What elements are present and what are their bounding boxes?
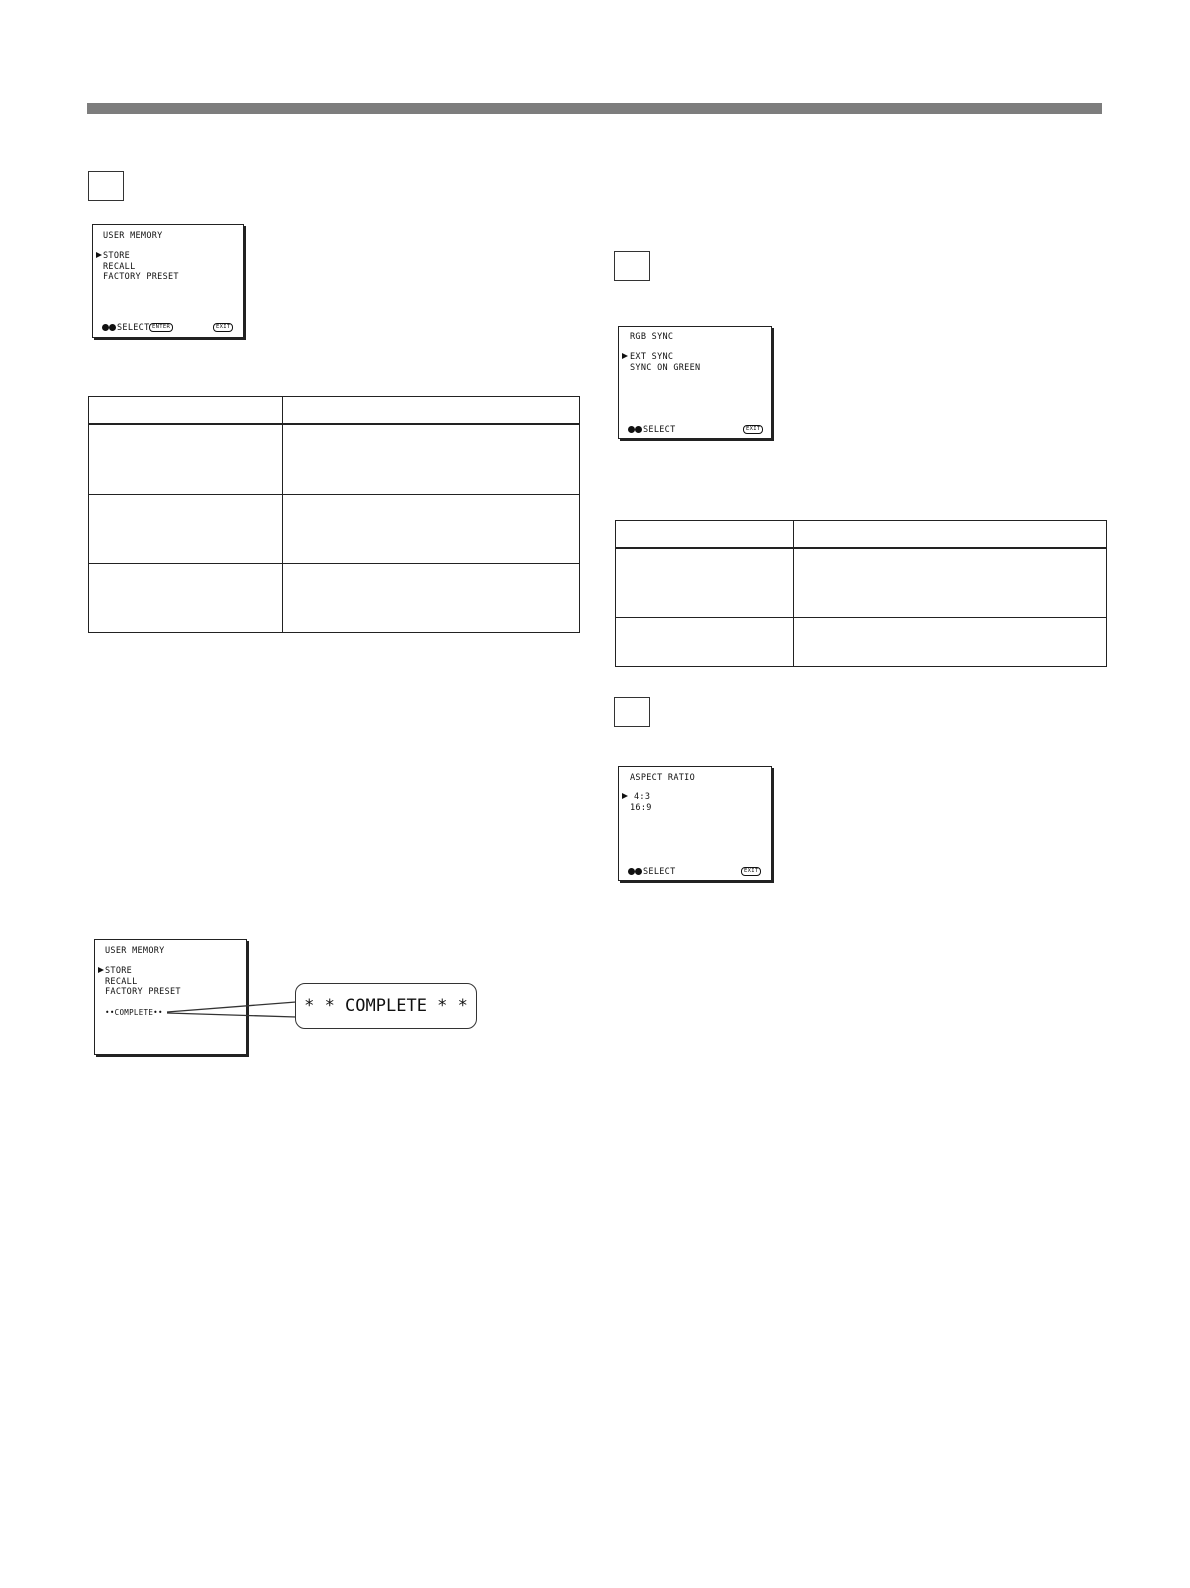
selection-arrow-icon	[622, 353, 628, 359]
dial-left-icon	[628, 868, 635, 875]
table-row	[89, 564, 580, 633]
selection-arrow-icon	[98, 967, 104, 973]
table-header-row	[616, 521, 1107, 549]
table-row	[89, 424, 580, 495]
exit-key-icon: EXIT	[213, 323, 233, 332]
menu-item-factory-preset[interactable]: FACTORY PRESET	[103, 272, 179, 282]
osd-title: USER MEMORY	[105, 946, 165, 956]
step-box-2	[614, 251, 650, 281]
select-label: SELECT	[643, 867, 676, 877]
dial-right-icon	[109, 324, 116, 331]
table-row	[616, 618, 1107, 667]
select-label: SELECT	[117, 323, 150, 333]
exit-key-icon: EXIT	[741, 867, 761, 876]
menu-item-factory-preset[interactable]: FACTORY PRESET	[105, 987, 181, 997]
step-box-3	[614, 697, 650, 727]
header-rule	[87, 103, 1102, 114]
menu-item-4-3[interactable]: 4:3	[634, 792, 651, 802]
select-label: SELECT	[643, 425, 676, 435]
osd-title: ASPECT RATIO	[630, 773, 696, 783]
osd-user-memory	[92, 224, 244, 338]
table-row	[89, 495, 580, 564]
exit-key-icon: EXIT	[743, 425, 763, 434]
table-header-row	[89, 397, 580, 425]
menu-item-ext-sync[interactable]: EXT SYNC	[630, 352, 674, 362]
complete-callout	[295, 983, 477, 1029]
table-row	[616, 548, 1107, 618]
selection-arrow-icon	[96, 252, 102, 258]
callout-text: * * COMPLETE * *	[304, 996, 468, 1016]
rgb-sync-table	[615, 520, 1107, 667]
osd-aspect-ratio	[618, 766, 772, 881]
osd-title: RGB SYNC	[630, 332, 674, 342]
dial-right-icon	[635, 868, 642, 875]
complete-status: ••COMPLETE••	[105, 1008, 163, 1017]
user-memory-table	[88, 396, 580, 633]
step-box-1	[88, 171, 124, 201]
dial-left-icon	[628, 426, 635, 433]
menu-item-16-9[interactable]: 16:9	[630, 803, 652, 813]
dial-right-icon	[635, 426, 642, 433]
menu-item-store[interactable]: STORE	[105, 966, 133, 976]
menu-item-recall[interactable]: RECALL	[103, 262, 136, 272]
dial-left-icon	[102, 324, 109, 331]
menu-item-recall[interactable]: RECALL	[105, 977, 138, 987]
selection-arrow-icon	[622, 793, 628, 799]
osd-rgb-sync	[618, 326, 772, 439]
menu-item-store[interactable]: STORE	[103, 251, 131, 261]
osd-title: USER MEMORY	[103, 231, 163, 241]
osd-user-memory-complete	[94, 939, 247, 1055]
menu-item-sync-on-green[interactable]: SYNC ON GREEN	[630, 363, 701, 373]
enter-key-icon: ENTER	[149, 323, 173, 332]
